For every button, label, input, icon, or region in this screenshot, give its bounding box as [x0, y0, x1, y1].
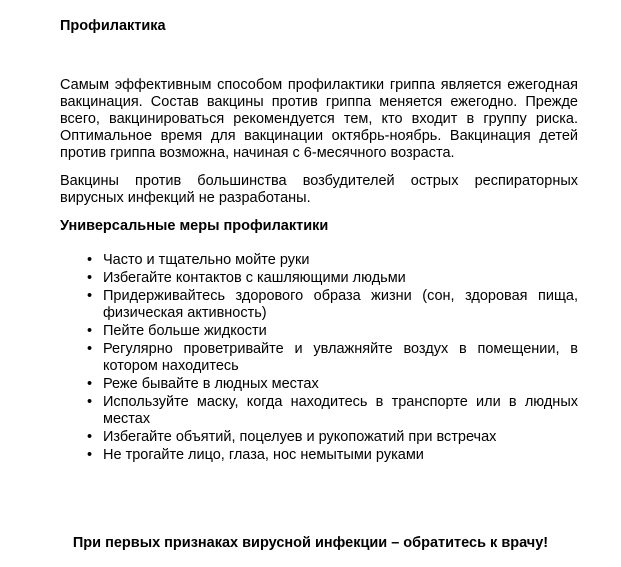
list-item-text: Пейте больше жидкости [103, 323, 267, 339]
list-item-text: Придерживайтесь здорового образа жизни (сон, здоровая пища, физическая активность) [103, 288, 578, 321]
list-item [60, 376, 578, 393]
document-page [60, 0, 578, 567]
list-item [60, 270, 578, 287]
list-item-text: Реже бывайте в людных местах [103, 376, 319, 392]
bullet-icon: • [87, 376, 93, 392]
list-item [60, 341, 578, 375]
list-item [60, 323, 578, 340]
section-title: Профилактика [60, 18, 166, 34]
list-item [60, 429, 578, 446]
measures-subtitle: Универсальные меры профилактики [60, 218, 329, 234]
bullet-icon: • [87, 429, 93, 445]
list-item-text: Часто и тщательно мойте руки [103, 252, 310, 268]
list-item-text: Избегайте контактов с кашляющими людьми [103, 270, 406, 286]
list-item [60, 252, 578, 269]
bullet-icon: • [87, 394, 93, 410]
list-item-text: Избегайте объятий, поцелуев и рукопожатий при встречах [103, 429, 497, 445]
bullet-icon: • [87, 270, 93, 286]
measures-list [60, 252, 578, 465]
bullet-icon: • [87, 323, 93, 339]
doctor-advice-footer: При первых признаках вирусной инфекции – обратитесь к врачу! [72, 535, 549, 551]
bullet-icon: • [87, 288, 93, 304]
bullet-icon: • [87, 252, 93, 268]
list-item [60, 394, 578, 428]
vaccination-paragraph: Самым эффективным способом профилактики гриппа является ежегодная вакцинация. Состав вакцины против гриппа меняется ежегодно. Прежде всего, вакцинироваться рекомендуется тем, кто входит в группу риска. Оптимальное время для вакцинации октябрь-ноябрь. Вакцинация детей против гриппа возможна, начиная с 6-месячного возраста. [60, 77, 578, 161]
list-item-text: Не трогайте лицо, глаза, нос немытыми руками [103, 447, 424, 463]
list-item-text: Используйте маску, когда находитесь в транспорте или в людных местах [103, 394, 578, 427]
list-item [60, 288, 578, 322]
list-item [60, 447, 578, 464]
bullet-icon: • [87, 341, 93, 357]
list-item-text: Регулярно проветривайте и увлажняйте воздух в помещении, в котором находитесь [103, 341, 578, 374]
bullet-icon: • [87, 447, 93, 463]
vaccines-note-paragraph: Вакцины против большинства возбудителей острых респираторных вирусных инфекций не разработаны. [60, 173, 578, 206]
